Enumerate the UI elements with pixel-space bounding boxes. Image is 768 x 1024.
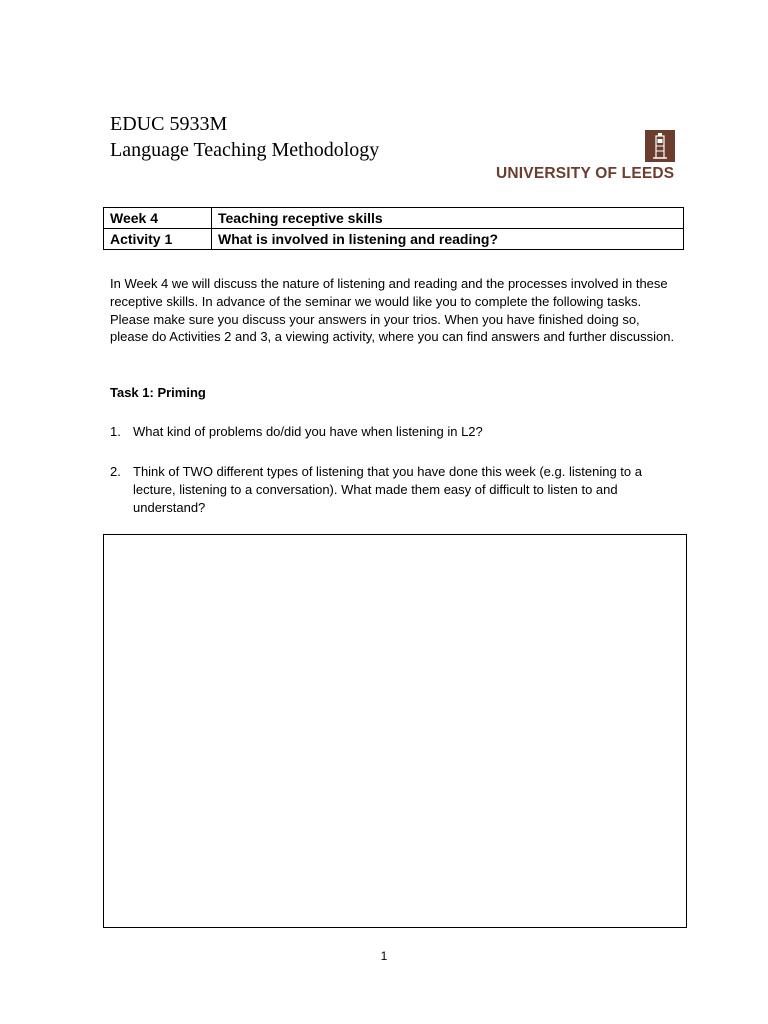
question-text: Think of TWO different types of listening that you have done this week (e.g. listening to a lecture, listening to a conversation). What made them easy of difficult to listen to and understand? — [133, 464, 642, 515]
page-number: 1 — [380, 949, 388, 963]
intro-paragraph: In Week 4 we will discuss the nature of listening and reading and the processes involved in these receptive skills. In advance of the seminar we would like you to complete the following tasks. Please make sure you discuss your answers in your trios. When you have finished doing so, please do Activities 2 and 3, a viewing activity, where you can find answers and further discussion. — [110, 276, 675, 345]
activity-title: What is involved in listening and reading? — [212, 229, 684, 250]
task-heading: Task 1: Priming — [110, 385, 206, 400]
question-number: 2. — [110, 464, 121, 479]
table-row — [104, 208, 684, 229]
university-logo — [496, 128, 680, 184]
activity-info-table — [103, 207, 684, 250]
university-name: UNIVERSITY OF LEEDS — [496, 165, 675, 182]
question-item — [110, 423, 680, 441]
question-item — [110, 463, 680, 516]
university-tower-icon — [645, 130, 675, 162]
week-topic: Teaching receptive skills — [212, 208, 684, 229]
course-title: Language Teaching Methodology — [110, 139, 380, 161]
table-row — [104, 229, 684, 250]
course-code: EDUC 5933M — [110, 113, 228, 135]
week-label: Week 4 — [104, 208, 212, 229]
answer-box[interactable] — [103, 534, 687, 928]
question-text: What kind of problems do/did you have when listening in L2? — [133, 424, 483, 439]
activity-label: Activity 1 — [104, 229, 212, 250]
question-number: 1. — [110, 424, 121, 439]
